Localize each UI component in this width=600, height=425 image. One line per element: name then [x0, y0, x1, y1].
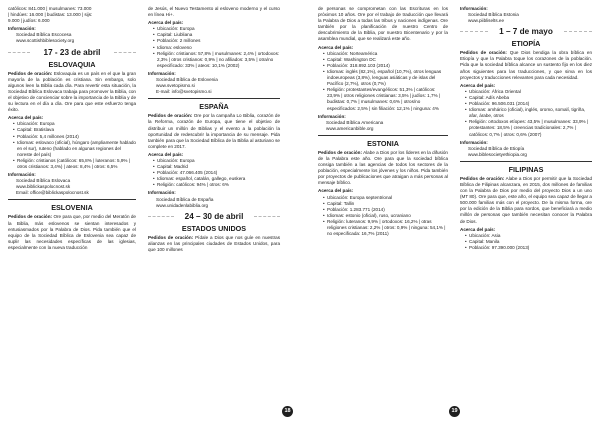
about-list — [148, 158, 280, 188]
country-title: FILIPINAS — [508, 164, 544, 174]
info-line: Sociedad Bíblica Estonia — [468, 12, 519, 18]
prayer-paragraph — [318, 150, 448, 187]
list-item: • Idioma: esloveno — [153, 45, 280, 51]
info-label: Información: — [148, 70, 176, 76]
info-line: www.scottishbiblesociety.org — [16, 38, 75, 44]
info-line: www.biblickaspolocnost.sk — [16, 184, 71, 190]
list-item: • Religión: cristianos: 57,8% | musulmanes: 2,4% | ortodoxos: 2,3% | otros cristianos: 0,9% | no afiliados: 3,5% | otra/no especificado: 33% | ateos: 10,1% (2002) — [153, 51, 280, 69]
info-line: www.americanbible.org — [326, 125, 374, 131]
text-line: católicos: 841.000 | musulmanes: 73.000 — [8, 6, 92, 11]
about-label: Acerca del país: — [460, 226, 496, 232]
date-header-text: 24 – 30 de abril — [184, 211, 244, 221]
info-label: Información: — [460, 6, 488, 11]
date-header — [148, 212, 280, 222]
country-title: ESLOVENIA — [51, 203, 93, 213]
prayer-paragraph — [460, 176, 592, 225]
info-line: www.svetopismo.si — [156, 83, 195, 89]
prayer-text: Eslovaquia es un país en el que la gran mayoría de la población es cristiana. Sin embargo, solo algunos leen la Biblia cada día. Para revertir esta situación, la Sociedad Bíblica Eslovaca trabaja para promover la Biblia, con el objetivo de concienciar sobre la importancia de la Biblia y de su lectura en el día a día. Ore para que este esfuerzo tenga éxito. — [8, 70, 137, 113]
prayer-paragraph — [460, 50, 592, 80]
prayer-paragraph — [148, 235, 280, 253]
page-number-right: 19 — [449, 406, 460, 417]
text-line: | hindúes: 16.000 | budistas: 13.000 | sijs: — [8, 12, 93, 18]
prayer-paragraph — [8, 71, 136, 114]
info-label: Información: — [8, 172, 36, 178]
list-item: • Idiomas: eslovaco (oficial), húngaro (ampliamente hablado en el sur), ruteno (hablado en algunas regiones del noreste del país) — [13, 140, 136, 158]
country-title: ESTONIA — [367, 138, 399, 148]
list-item: • Población: 47.066.405 (2014) — [153, 170, 280, 176]
prayer-text: Que Dios bendiga la obra bíblica en Etiopía y que la Palabra toque los corazones de la población. Pida que la sociedad bíblica alcance un sustento fijo en los diez años siguientes para las traducciones, y que sirva en los proyectos y traducciones relevantes para cada necesidad. — [460, 50, 592, 80]
list-item: • Población: 96.506.031 (2014) — [465, 101, 592, 107]
about-list — [148, 26, 280, 69]
about-list — [460, 233, 592, 251]
list-item: • Ubicación: Europa — [153, 158, 280, 164]
info-label: Información: — [8, 26, 36, 32]
list-item: • Capital: Bratislava — [13, 127, 136, 133]
column-2 — [148, 6, 280, 255]
prayer-text: Alabe a Dios por permitir que la Sociedad Bíblica de Filipinas alcanzara, en 2015, dos millones de familias con la Palabra de Dios por medio del proyecto Dios a un uno (MT 80). Ore para que, este año, el equipo sea capaz de llegar a 500.000 familias más con el proyecto. De la misma forma, ore por la edición de la Biblia para sordos, que beneficiará a medio millón de personas que también necesitan conocer la Palabra de Dios. — [460, 175, 592, 224]
info-line: Sociedad Bíblica de España — [156, 196, 214, 202]
list-item: • Religión: ortodoxos etíopes: 43,5% | musulmanes: 33,9% | protestantes: 18,5% | creencias tradicionales: 2,7% | católicos: 0,7% | otros: 0,6% (2007) — [465, 119, 592, 137]
divider — [8, 199, 136, 200]
prayer-text: Ore para que, por medio del Meratón de la Biblia, más eslovenos se sientan interesados y entusiasmados por la Palabra de Dios. Pida también que el equipo de la Sociedad Bíblica de Eslovenia sea capaz de suplir las necesidades específicas de las iglesias, especialmente con la nueva traducción — [8, 214, 136, 250]
prayer-text: Alabe a Dios por los líderes en la difusión de la Palabra este año. Ore para que la sociedad bíblica consiga también a las agencias de todos los sectores de la población, especialmente los jóvenes y los niños. Pida también por proyectos de publicaciones que atraigan a más personas al mensaje bíblico. — [318, 149, 448, 186]
list-item: • Ubicación: Europa — [13, 121, 136, 127]
prayer-label: Pedidos de oración: — [8, 70, 53, 76]
about-label: Acerca del país: — [148, 20, 184, 26]
about-label: Acerca del país: — [460, 82, 496, 88]
list-item: • Población: 318.892.103 (2014) — [323, 63, 448, 69]
info-line: Sociedad Bíblica de Etiopía — [468, 145, 525, 151]
about-list — [318, 51, 448, 112]
list-item: • Capital: Liubliana — [153, 32, 280, 38]
list-item: • Capital: Manila — [465, 239, 592, 245]
list-item: • Religión: luteranos: 9,9% | ortodoxos: 16,2% | otras religiones cristianas: 2,2% | otros: 0,9% | ninguna: 54,1% | no especificada: 16,7% (2011) — [323, 219, 448, 237]
list-item: • Capital: Tallin — [323, 201, 448, 207]
info-line: Sociedad Bíblica Eslovaca — [16, 178, 71, 184]
list-item: • Ubicación: Norteamérica — [323, 51, 448, 57]
country-title: ESTADOS UNIDOS — [181, 223, 247, 233]
about-label: Acerca del país: — [8, 115, 44, 121]
prayer-text: Ore por la campaña Lo Biblia, corazón de la Reforma, corazón de Europa, que tiene el objetivo de distribuir un millón de Biblias y el evento a la población la oportunidad de redescubrir la importancia de su mensaje. Pida también para que la Sociedad Bíblica de la Biblia al asturiano se complete en 2017. — [148, 113, 280, 149]
list-item: • Religión: católicos: 94% | otros: 6% — [153, 182, 280, 188]
divider — [318, 135, 448, 136]
about-label: Acerca del país: — [318, 44, 354, 50]
country-title: ESLOVAQUIA — [48, 59, 96, 69]
list-item: • Idiomas: español, catalán, gallego, euskera — [153, 176, 280, 182]
list-item: • Idiomas: amhárico (oficial), inglés, oromo, somalí, tigriña, afar, árabe, otros — [465, 107, 592, 119]
prayer-label: Pedidos de oración: — [460, 175, 505, 181]
info-line: Sociedad Bíblica Americana — [326, 119, 384, 125]
prayer-paragraph — [148, 113, 280, 150]
list-item: • Idiomas: inglés (82,1%), español (10,7%), otros lenguas indoeuropeas (3,8%), lenguas asiáticas y de islas del Pacífico (2,7%), otros (0,7%) — [323, 69, 448, 87]
divider — [148, 98, 280, 99]
list-item: • Religión: protestantes/evangélicos: 51,3% | católicos: 23,9% | otros religiones cristianas: 3,5% | judíos: 1,7% | budistas: 0,7% | musulmanes: 0,6% | otros/no especificados: 2,5% | sin filiación: 12,1% | ninguna: 4% — [323, 87, 448, 111]
prayer-paragraph — [8, 214, 136, 251]
about-list — [460, 89, 592, 138]
list-item: • Ubicación: Asia — [465, 233, 592, 239]
list-item: • Ubicación: África Oriental — [465, 89, 592, 95]
about-list — [318, 195, 448, 238]
list-item: • Población: 5,4 millones (2014) — [13, 134, 136, 140]
info-label: Información: — [318, 113, 346, 119]
prayer-label: Pedidos de oración: — [148, 234, 194, 240]
info-line: Sociedad Bíblica Escocesa — [16, 32, 72, 38]
prayer-label: Pedidos de oración: — [8, 214, 53, 220]
list-item: • Ubicación: Europa septentrional — [323, 195, 448, 201]
info-line: www.unidadenlabiblia.org — [156, 202, 209, 208]
prayer-label: Pedidos de oración: — [148, 113, 193, 119]
country-title: ESPAÑA — [199, 102, 229, 112]
text-paragraph: de personas se comprometan con las Escrituras en los próximos 10 años. Ore por el trabajo de traducción que llevará la Palabra de Dios a todas las tribus y naciones indígenas. Ore también por la planificación de nuestro Centro de descubrimiento de la Biblia, por nuestro Bicentenario y por la asamblea mundial, que se realizará este año. — [318, 6, 448, 42]
list-item: • Idiomas: estonio (oficial), ruso, ucraniano — [323, 213, 448, 219]
date-header — [8, 48, 136, 58]
list-item: • Capital: Adís Abeba — [465, 95, 592, 101]
info-line: www.biblesocietyethiopia.org — [468, 151, 527, 157]
list-item: • Población: 2 millones — [153, 38, 280, 44]
list-item: • Ubicación: Europa — [153, 26, 280, 32]
list-item: • Población: 97.390.000 (2013) — [465, 245, 592, 251]
list-item: • Capital: Washington DC — [323, 57, 448, 63]
info-label: Información: — [460, 139, 488, 145]
column-3 — [318, 6, 448, 239]
column-1 — [8, 6, 136, 253]
info-label: Información: — [148, 190, 176, 196]
info-line: www.piibliselts.ee — [468, 18, 504, 24]
about-list — [8, 121, 136, 170]
prayer-label: Pedidos de oración: — [460, 50, 507, 56]
info-line: E-mail: info@svetopismo.si — [156, 89, 212, 95]
date-header — [460, 27, 592, 37]
list-item: • Población: 1.283.771 (2014) — [323, 207, 448, 213]
list-item: • Religión: cristianos (católicos: 65,8% | luteranos: 5,9% | otros cristianos: 3,4%) | ateos: 8,4% | otros: 6,5% — [13, 158, 136, 170]
date-header-text: 1 – 7 de mayo — [499, 27, 553, 37]
column-4 — [460, 6, 592, 253]
about-label: Acerca del país: — [318, 188, 354, 194]
text-line: 9.000 | judíos: 6.000 — [8, 18, 50, 24]
country-title: ETIOPÍA — [511, 39, 541, 49]
date-header-text: 17 - 23 de abril — [43, 47, 101, 57]
text-paragraph: de Jesús, el Nuevo Testamento al esloveno moderno y el curso en línea Hi+. — [148, 6, 280, 18]
page-number-left: 18 — [282, 406, 293, 417]
prayer-text: Pídale a Dios que nos guíe en nuestras alianzas en las principales ciudades de Estados Unidos, para que 100 millones — [148, 234, 281, 252]
prayer-label: Pedidos de oración: — [318, 149, 362, 155]
about-label: Acerca del país: — [148, 151, 184, 157]
info-line: Email: office@biblickaspolocnost.sk — [16, 190, 89, 196]
info-line: Sociedad Bíblica de Eslovenia — [156, 77, 218, 83]
divider — [460, 161, 592, 162]
list-item: • Capital: Madrid — [153, 164, 280, 170]
